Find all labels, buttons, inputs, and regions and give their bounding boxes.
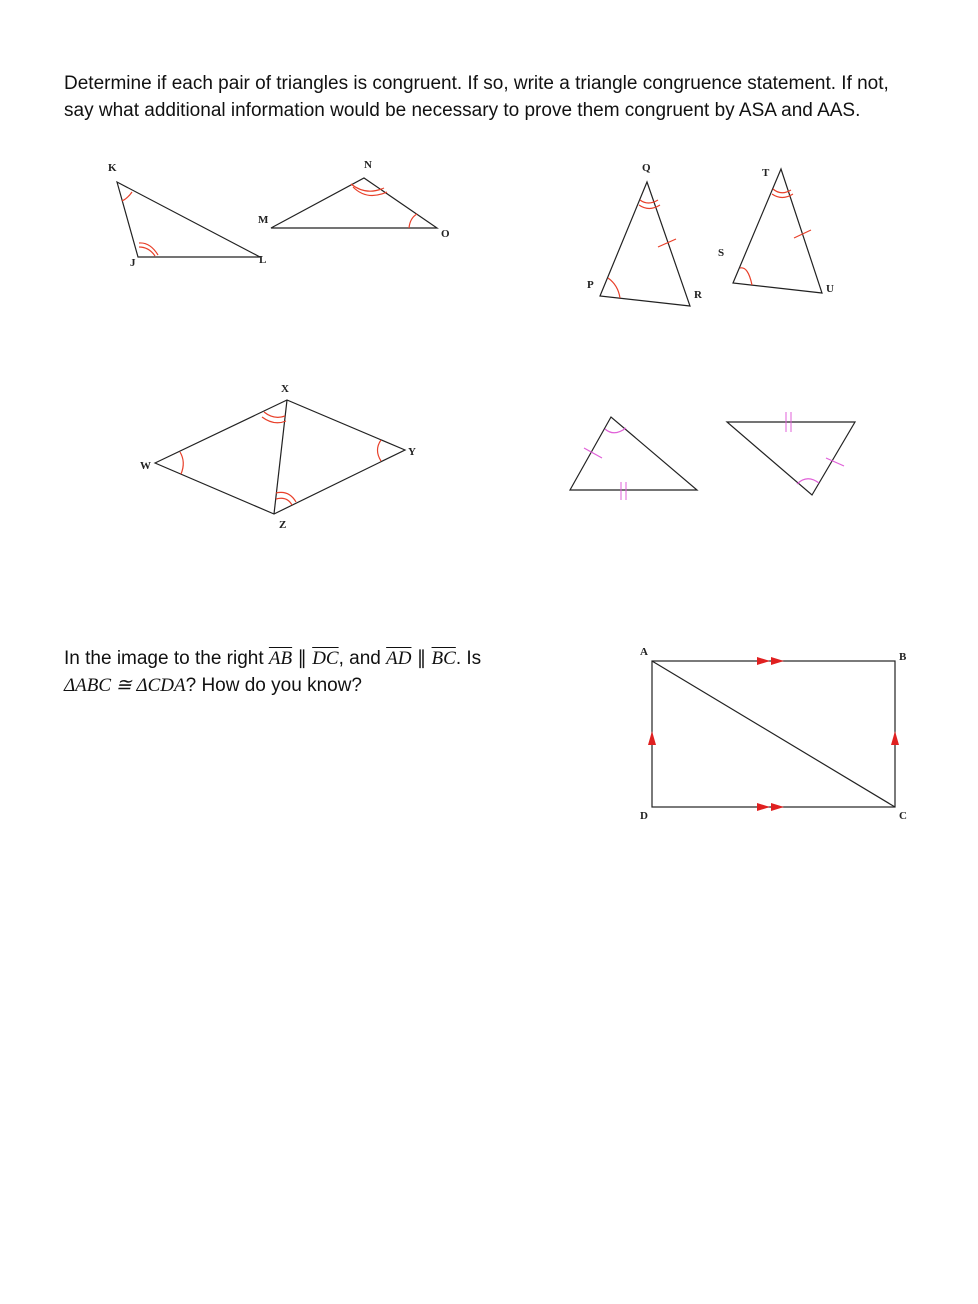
label-u: U xyxy=(826,283,834,295)
q2-lead: In the image to the right xyxy=(64,648,269,669)
label-w: W xyxy=(140,460,151,472)
label-z: Z xyxy=(279,519,287,531)
congruence-statement: ΔABC ≅ ΔCDA xyxy=(64,675,186,696)
label-b: B xyxy=(899,651,907,663)
triangle-pqr xyxy=(600,182,690,306)
segment-bc: $\overline{BC}$ xyxy=(431,648,456,669)
parallel-symbol: ∥ xyxy=(292,648,313,669)
segment-ad: $\overline{AD}$ xyxy=(386,648,412,669)
label-y: Y xyxy=(408,446,416,458)
label-o: O xyxy=(441,228,450,240)
label-s: S xyxy=(718,247,725,259)
triangle-stu xyxy=(733,169,822,293)
label-c: C xyxy=(899,810,907,822)
parallel-symbol: ∥ xyxy=(411,648,432,669)
label-q: Q xyxy=(642,162,651,174)
segment-ab: $\overline{AB}$ xyxy=(268,648,293,669)
triangle-jkl xyxy=(117,182,260,257)
label-x: X xyxy=(281,383,289,395)
label-k: K xyxy=(108,162,117,174)
q2-tail2: ? How do you know? xyxy=(185,675,362,696)
unlabeled-triangle-left xyxy=(570,417,697,500)
rectangle-abcd xyxy=(652,661,895,807)
label-p: P xyxy=(587,279,594,291)
quadrilateral-wxyz xyxy=(155,400,405,514)
label-m: M xyxy=(258,214,269,226)
q2-tail1: . Is xyxy=(455,648,482,669)
triangle-mno xyxy=(271,178,437,228)
label-a: A xyxy=(640,646,648,658)
q2-mid: , and xyxy=(338,648,387,669)
label-d: D xyxy=(640,810,648,822)
label-j: J xyxy=(130,257,136,269)
label-r: R xyxy=(694,289,702,301)
label-n: N xyxy=(364,159,372,171)
unlabeled-triangle-right xyxy=(727,412,855,495)
instructions-text: Determine if each pair of triangles is congruent. If so, write a triangle congruence statement. If not, say what additional information would be necessary to prove them congruent by ASA and AAS. xyxy=(64,73,889,121)
label-l: L xyxy=(259,254,267,266)
segment-dc: $\overline{DC}$ xyxy=(312,648,339,669)
label-t: T xyxy=(762,167,770,179)
